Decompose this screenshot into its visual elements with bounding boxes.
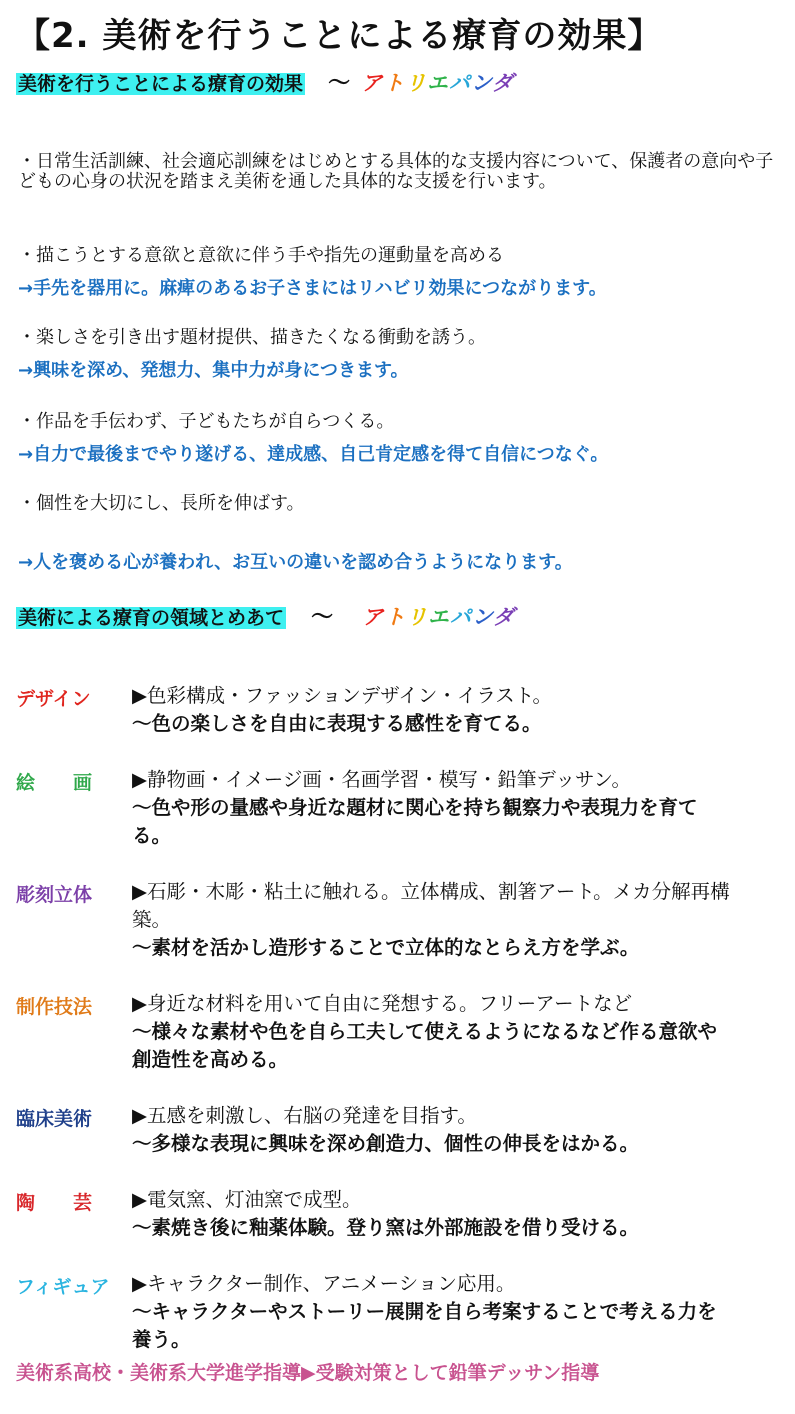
point-text: ・個性を大切にし、長所を伸ばす。: [18, 493, 305, 514]
brand-char: リ: [405, 71, 427, 95]
footer-note: 美術系高校・美術系大学進学指導▶受験対策として鉛筆デッサン指導: [16, 1362, 600, 1384]
domain-figure-text: [132, 1270, 732, 1354]
brand-char: リ: [406, 605, 428, 629]
point-text: ・楽しさを引き出す題材提供、描きたくなる衝動を誘う。: [18, 327, 486, 348]
domain-label-painting: 絵 画: [16, 772, 93, 794]
domain-clinical-art-text: [132, 1102, 732, 1158]
domain-desc: ▶キャラクター制作、アニメーション応用。: [132, 1272, 516, 1295]
domain-ceramics-text: [132, 1186, 732, 1242]
domain-aim: 〜キャラクターやストーリー展開を自ら考案することで考える力を養う。: [132, 1300, 717, 1351]
brand-char: パ: [449, 605, 472, 629]
brand-char: エ: [426, 71, 449, 95]
domain-desc: ▶静物画・イメージ画・名画学習・模写・鉛筆デッサン。: [132, 768, 631, 791]
domain-desc: ▶五感を刺激し、右脳の発達を目指す。: [132, 1104, 477, 1127]
brand-name: [361, 71, 514, 95]
page-title: 【2. 美術を行うことによる療育の効果】: [16, 16, 663, 56]
domain-technique-text: [132, 990, 732, 1074]
point-effect: →手先を器用に。麻痺のあるお子さまにはリハビリ効果につながります。: [18, 278, 607, 299]
brand-char: ダ: [492, 605, 515, 629]
domain-desc: ▶電気窯、灯油窯で成型。: [132, 1188, 362, 1211]
domain-label-ceramics: 陶 芸: [16, 1192, 93, 1214]
domain-desc: ▶色彩構成・ファッションデザイン・イラスト。: [132, 684, 553, 707]
brand-char: ト: [384, 605, 407, 629]
point-effect: →興味を深め、発想力、集中力が身につきます。: [18, 360, 409, 381]
domain-desc: ▶身近な材料を用いて自由に発想する。フリーアートなど: [132, 992, 633, 1015]
domain-desc: ▶石彫・木彫・粘土に触れる。立体構成、割箸アート。メカ分解再構築。: [132, 880, 730, 931]
highlighted-heading: 美術による療育の領域とめあて: [18, 607, 285, 629]
brand-name: [362, 605, 515, 629]
brand-char: パ: [448, 71, 471, 95]
domain-aim: 〜素焼き後に釉薬体験。登り窯は外部施設を借り受ける。: [132, 1216, 640, 1239]
point-text: ・描こうとする意欲と意欲に伴う手や指先の運動量を高める: [18, 245, 504, 266]
brand-char: ア: [361, 71, 384, 95]
tilde: 〜: [328, 71, 351, 96]
domain-aim: 〜素材を活かし造形することで立体的なとらえ方を学ぶ。: [132, 936, 640, 959]
section-heading-effects: [16, 66, 514, 97]
intro-paragraph: ・日常生活訓練、社会適応訓練をはじめとする具体的な支援内容について、保護者の意向や子どもの心身の状況を踏まえ美術を通した具体的な支援を行います。: [18, 151, 774, 192]
section-heading-domains: [16, 600, 515, 631]
domain-label-design: デザイン: [16, 688, 91, 710]
point-text: ・作品を手伝わず、子どもたちが自らつくる。: [18, 411, 395, 432]
brand-char: ン: [471, 605, 493, 629]
domain-painting-text: [132, 766, 732, 850]
tilde: 〜: [311, 605, 334, 630]
brand-char: ダ: [491, 71, 514, 95]
domain-aim: 〜様々な素材や色を自ら工夫して使えるようになるなど作る意欲や創造性を高める。: [132, 1020, 718, 1071]
domain-aim: 〜色や形の量感や身近な題材に関心を持ち観察力や表現力を育てる。: [132, 796, 698, 847]
domain-aim: 〜多様な表現に興味を深め創造力、個性の伸長をはかる。: [132, 1132, 640, 1155]
domain-label-sculpture: 彫刻立体: [16, 884, 93, 906]
brand-char: ア: [362, 605, 385, 629]
domain-label-clinical-art: 臨床美術: [16, 1108, 93, 1130]
brand-char: エ: [427, 605, 450, 629]
domain-sculpture-text: [132, 878, 732, 962]
domain-design-text: [132, 682, 732, 738]
brand-char: ト: [383, 71, 406, 95]
highlighted-heading: 美術を行うことによる療育の効果: [18, 73, 304, 95]
domain-label-figure: フィギュア: [16, 1276, 110, 1298]
point-effect: →自力で最後までやり遂げる、達成感、自己肯定感を得て自信につなぐ。: [18, 444, 609, 465]
domain-aim: 〜色の楽しさを自由に表現する感性を育てる。: [132, 712, 542, 735]
brand-char: ン: [470, 71, 492, 95]
point-effect: →人を褒める心が養われ、お互いの違いを認め合うようになります。: [18, 552, 573, 573]
domain-label-technique: 制作技法: [16, 996, 93, 1018]
